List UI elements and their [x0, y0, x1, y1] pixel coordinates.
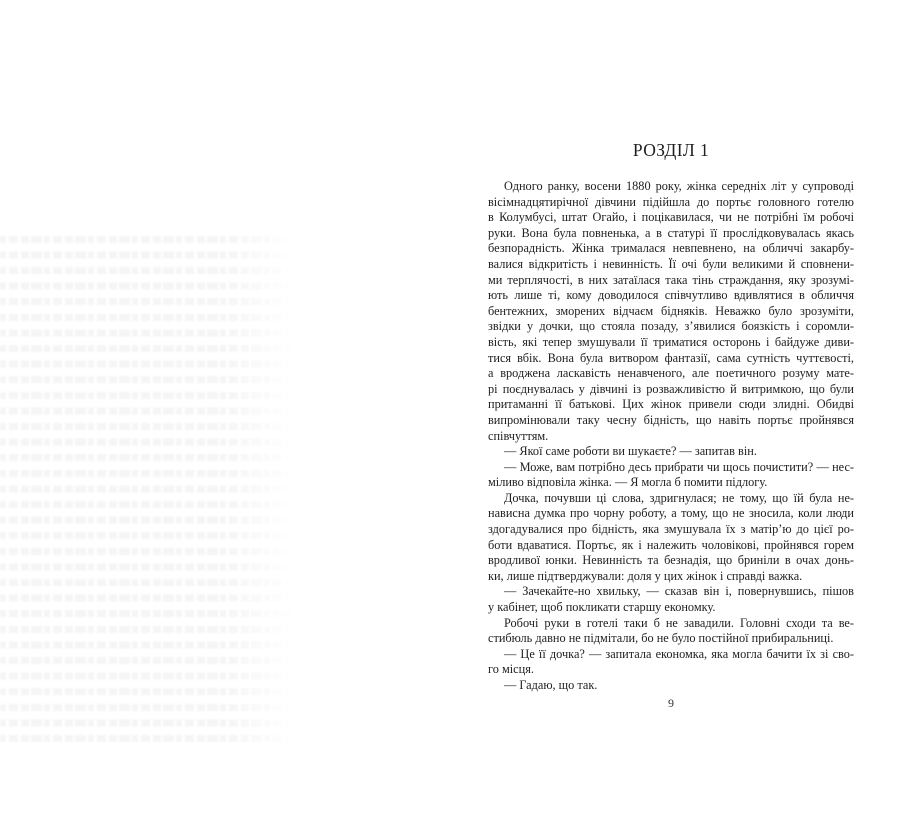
paragraph: [488, 460, 854, 491]
text-line: ки, лише підтверджували: доля у цих жінок і справді важка.: [488, 568, 803, 583]
text-line: вісімнадцятирічної дівчини підійшла до портьє головного готелю: [488, 194, 854, 209]
text-line: вродливої юнки. Невинність та безнадія, що бриніли в очах донь-: [488, 553, 854, 568]
text-line: ми терплячості, в них затаїлася така тінь страждання, яку зрозумі-: [488, 272, 854, 287]
text-line: — Це її дочка? — запитала економка, яка могла бачити їх зі сво-: [504, 646, 854, 661]
text-column: [488, 179, 854, 694]
text-line: випромінювали таку чесну бідність, що навіть портьє пройнявся: [488, 412, 854, 427]
text-line: — Якої саме роботи ви шукаєте? — запитав він.: [504, 444, 757, 459]
paragraph: [488, 584, 854, 615]
text-line: міливо відповіла жінка. — Я могла б помити підлогу.: [488, 475, 768, 490]
paragraph: [488, 444, 854, 460]
text-line: в Колумбусі, штат Огайо, і поцікавилася, чи не потрібні їм робочі: [488, 210, 854, 225]
text-line: вість, які тепер змушували її триматися осторонь і байдуже диви-: [488, 334, 854, 349]
text-line: — Зачекайте-но хвильку, — сказав він і, повернувшись, пішов: [504, 584, 854, 599]
text-line: руки. Вона була повненька, а в статурі її прослідковувалась якась: [488, 225, 854, 240]
text-line: Одного ранку, восени 1880 року, жінка середніх літ у супроводі: [504, 179, 854, 193]
text-line: боти вдаватися. Портьє, як і належить чоловікові, пройнявся горем: [488, 537, 854, 552]
text-line: ють лише ті, кому доводилося співчутливо вдивлятися в обличчя: [488, 288, 854, 303]
text-line: Дочка, почувши ці слова, здригнулася; не тому, що їй була не-: [504, 490, 854, 505]
text-line: притаманні її батькові. Цих жінок привели сюди злидні. Обидві: [488, 397, 854, 412]
chapter-title: РОЗДІЛ 1: [632, 140, 710, 160]
text-line: здогадувалися про бідність, яка змушувала їх з матір’ю до цієї ро-: [488, 522, 854, 537]
text-line: — Може, вам потрібно десь прибрати чи щось почистити? — нес-: [504, 459, 854, 474]
text-line: тися вбік. Вона була витвором фантазії, сама сутність чуттєвості,: [488, 350, 854, 365]
text-line: а вроджена ласкавість ненавченого, але поетичного розуму мате-: [488, 366, 854, 381]
text-line: рі поєднувалась у дівчині із розважливістю й витримкою, що були: [488, 381, 854, 396]
text-line: нависна думка про чорну роботу, а тому, що не зносила, коли люди: [488, 506, 854, 521]
paragraph: [488, 179, 854, 444]
text-line: бентежних, зморених відчаєм бідняків. Неважко було зрозуміти,: [488, 303, 854, 318]
page-number: 9: [668, 696, 674, 710]
paragraph: [488, 647, 854, 678]
text-line: Робочі руки в готелі таки б не завадили. Головні сходи та ве-: [504, 615, 854, 630]
paragraph: [488, 678, 854, 694]
text-line: — Гадаю, що так.: [504, 678, 598, 692]
text-line: безпорадність. Жінка трималася невпевнено, на обличчі закарбу-: [488, 241, 854, 256]
text-line: співчуттям.: [488, 428, 549, 443]
text-line: го місця.: [488, 662, 534, 677]
paragraph: [488, 491, 854, 585]
text-line: у кабінет, щоб покликати старшу економку.: [488, 600, 716, 615]
paragraph: [488, 616, 854, 647]
text-line: валися відкритість і невинність. Її очі були великими й сповнени-: [488, 256, 854, 271]
text-line: стибюль давно не підмітали, бо не було постійної прибиральниці.: [488, 631, 834, 646]
text-line: звідки у дочки, що стояла позаду, з’явилися боязкість і соромли-: [488, 319, 854, 334]
opposite-page-bleed-through: [0, 228, 298, 742]
